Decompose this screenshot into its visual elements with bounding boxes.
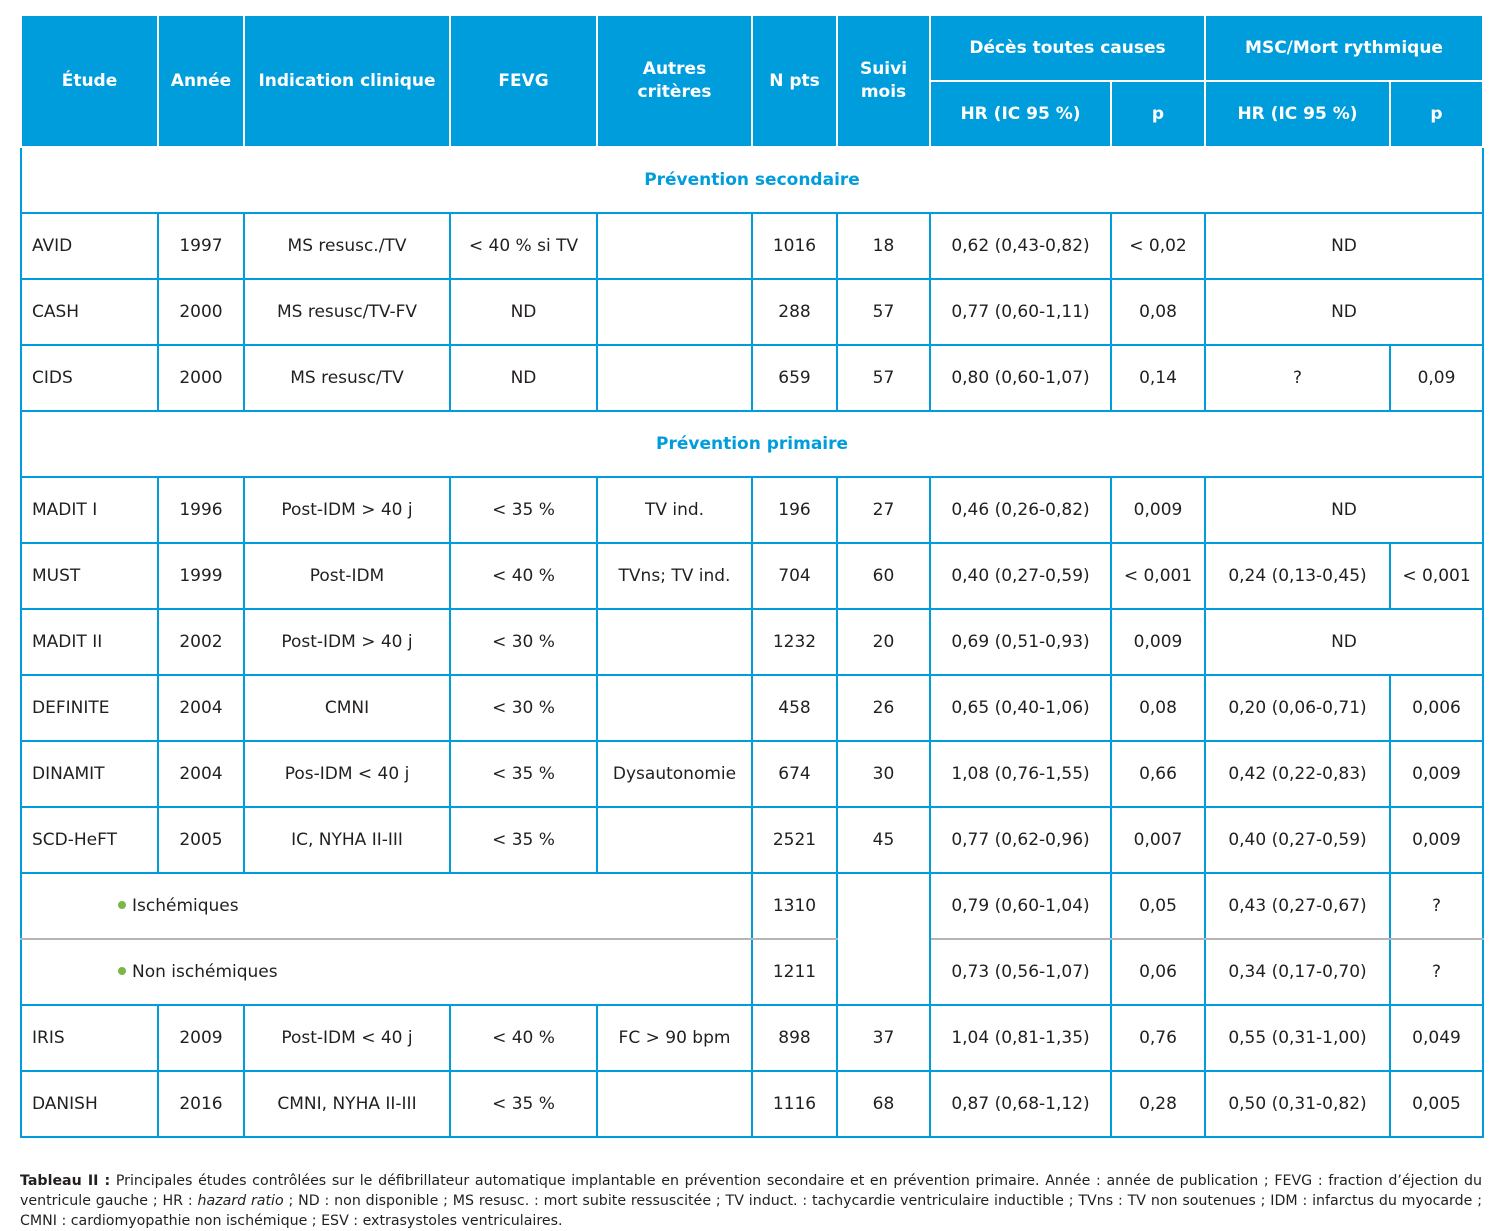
cell-hr-deces: 0,62 (0,43-0,82) — [930, 213, 1111, 279]
cell-fevg: < 35 % — [450, 807, 597, 873]
cell-p-deces: 0,009 — [1111, 609, 1205, 675]
cell-msc-merged: ND — [1205, 477, 1483, 543]
cell-npts: 1310 — [752, 873, 837, 939]
cell-hr-deces: 0,73 (0,56-1,07) — [930, 939, 1111, 1005]
cell-annee: 2000 — [158, 345, 244, 411]
subgroup-label: Ischémiques — [132, 896, 239, 916]
cell-p-msc: 0,009 — [1390, 741, 1483, 807]
cell-hr-deces: 1,08 (0,76-1,55) — [930, 741, 1111, 807]
cell-indication: Post-IDM > 40 j — [244, 609, 450, 675]
cell-annee: 2005 — [158, 807, 244, 873]
trials-table — [20, 14, 1484, 1138]
cell-etude: MUST — [21, 543, 158, 609]
cell-hr-msc: 0,43 (0,27-0,67) — [1205, 873, 1390, 939]
cell-fevg: ND — [450, 345, 597, 411]
cell-p-deces: 0,009 — [1111, 477, 1205, 543]
cell-suivi: 45 — [837, 807, 930, 873]
cell-fevg: < 40 % — [450, 1005, 597, 1071]
cell-etude: CASH — [21, 279, 158, 345]
cell-indication: IC, NYHA II-III — [244, 807, 450, 873]
header-p-deces: p — [1111, 81, 1205, 147]
bullet-icon — [118, 967, 126, 975]
cell-indication: Post-IDM < 40 j — [244, 1005, 450, 1071]
cell-hr-deces: 0,87 (0,68-1,12) — [930, 1071, 1111, 1137]
table-row — [21, 1005, 1483, 1071]
header-autres: Autres critères — [597, 15, 752, 147]
cell-autres — [597, 609, 752, 675]
cell-hr-deces: 1,04 (0,81-1,35) — [930, 1005, 1111, 1071]
cell-suivi: 37 — [837, 1005, 930, 1071]
cell-annee: 2004 — [158, 741, 244, 807]
header-indication: Indication clinique — [244, 15, 450, 147]
section-prevention-secondaire — [21, 147, 1483, 213]
cell-indication: Pos-IDM < 40 j — [244, 741, 450, 807]
cell-p-msc: < 0,001 — [1390, 543, 1483, 609]
cell-annee: 2000 — [158, 279, 244, 345]
cell-hr-deces: 0,46 (0,26-0,82) — [930, 477, 1111, 543]
cell-hr-deces: 0,80 (0,60-1,07) — [930, 345, 1111, 411]
cell-hr-deces: 0,77 (0,62-0,96) — [930, 807, 1111, 873]
cell-msc-merged: ND — [1205, 279, 1483, 345]
cell-autres: TV ind. — [597, 477, 752, 543]
cell-suivi: 60 — [837, 543, 930, 609]
table-row — [21, 543, 1483, 609]
cell-annee: 2004 — [158, 675, 244, 741]
cell-p-deces: 0,007 — [1111, 807, 1205, 873]
cell-fevg: ND — [450, 279, 597, 345]
cell-p-msc: ? — [1390, 939, 1483, 1005]
section-prevention-primaire-title: Prévention primaire — [21, 411, 1483, 477]
cell-msc-merged: ND — [1205, 609, 1483, 675]
cell-etude: SCD-HeFT — [21, 807, 158, 873]
header-suivi-line1: Suivi — [859, 59, 908, 79]
cell-npts: 1232 — [752, 609, 837, 675]
cell-suivi: 18 — [837, 213, 930, 279]
cell-p-msc: 0,049 — [1390, 1005, 1483, 1071]
cell-annee: 1996 — [158, 477, 244, 543]
cell-p-deces: 0,14 — [1111, 345, 1205, 411]
cell-annee: 1999 — [158, 543, 244, 609]
cell-indication: MS resusc./TV — [244, 213, 450, 279]
cell-p-deces: < 0,02 — [1111, 213, 1205, 279]
header-npts: N pts — [752, 15, 837, 147]
cell-annee: 2009 — [158, 1005, 244, 1071]
cell-npts: 674 — [752, 741, 837, 807]
cell-autres — [597, 279, 752, 345]
cell-suivi: 57 — [837, 345, 930, 411]
cell-autres: TVns; TV ind. — [597, 543, 752, 609]
header-fevg: FEVG — [450, 15, 597, 147]
cell-etude: DINAMIT — [21, 741, 158, 807]
table-row — [21, 741, 1483, 807]
cell-npts: 458 — [752, 675, 837, 741]
table-row — [21, 477, 1483, 543]
cell-indication: Post-IDM > 40 j — [244, 477, 450, 543]
cell-p-msc: 0,009 — [1390, 807, 1483, 873]
cell-annee: 2016 — [158, 1071, 244, 1137]
section-prevention-primaire — [21, 411, 1483, 477]
cell-indication: MS resusc/TV-FV — [244, 279, 450, 345]
cell-autres — [597, 675, 752, 741]
cell-etude: MADIT II — [21, 609, 158, 675]
cell-hr-msc: 0,24 (0,13-0,45) — [1205, 543, 1390, 609]
cell-fevg: < 30 % — [450, 609, 597, 675]
cell-etude: DEFINITE — [21, 675, 158, 741]
cell-etude: AVID — [21, 213, 158, 279]
cell-suivi: 30 — [837, 741, 930, 807]
table-row — [21, 609, 1483, 675]
table-row — [21, 213, 1483, 279]
cell-indication: CMNI — [244, 675, 450, 741]
table-caption — [20, 1171, 1482, 1231]
cell-autres: FC > 90 bpm — [597, 1005, 752, 1071]
cell-p-msc: 0,09 — [1390, 345, 1483, 411]
caption-text-1: Principales études contrôlées sur le défibrillateur automatique implantable en prévention secondaire et en prévention primaire. Année : année de publication ; FEVG : fraction d’éjection du ventricule gauche ; HR : — [20, 1173, 1482, 1210]
cell-autres: Dysautonomie — [597, 741, 752, 807]
cell-hr-deces: 0,77 (0,60-1,11) — [930, 279, 1111, 345]
caption-italic: hazard ratio — [197, 1193, 284, 1210]
cell-indication: CMNI, NYHA II-III — [244, 1071, 450, 1137]
cell-hr-deces: 0,40 (0,27-0,59) — [930, 543, 1111, 609]
header-annee: Année — [158, 15, 244, 147]
cell-suivi: 26 — [837, 675, 930, 741]
header-msc: MSC/Mort rythmique — [1205, 15, 1483, 81]
cell-p-msc: 0,005 — [1390, 1071, 1483, 1137]
bullet-icon — [118, 901, 126, 909]
cell-npts: 898 — [752, 1005, 837, 1071]
cell-hr-msc: 0,40 (0,27-0,59) — [1205, 807, 1390, 873]
cell-npts: 704 — [752, 543, 837, 609]
cell-suivi: 57 — [837, 279, 930, 345]
cell-hr-msc: 0,20 (0,06-0,71) — [1205, 675, 1390, 741]
table-row — [21, 675, 1483, 741]
table-row — [21, 1071, 1483, 1137]
header-hr-msc: HR (IC 95 %) — [1205, 81, 1390, 147]
table-header — [21, 15, 1483, 147]
cell-hr-msc: 0,50 (0,31-0,82) — [1205, 1071, 1390, 1137]
cell-hr-deces: 0,79 (0,60-1,04) — [930, 873, 1111, 939]
cell-indication: Post-IDM — [244, 543, 450, 609]
cell-p-deces: 0,05 — [1111, 873, 1205, 939]
cell-subgroup-label — [21, 873, 752, 939]
caption-text-2: ; ND : non disponible ; MS resusc. : mort subite ressuscitée ; TV induct. : tachycardie ventriculaire inductible ; TVns : TV non soutenues ; IDM : infarctus du myocarde ; CMNI : cardiomyopathie non ischémique ; ESV : extrasystoles ventriculaires. — [20, 1193, 1483, 1230]
header-suivi-line2: mois — [860, 82, 907, 102]
cell-annee: 2002 — [158, 609, 244, 675]
cell-npts: 659 — [752, 345, 837, 411]
cell-fevg: < 40 % si TV — [450, 213, 597, 279]
cell-autres — [597, 213, 752, 279]
cell-npts: 1116 — [752, 1071, 837, 1137]
cell-npts: 2521 — [752, 807, 837, 873]
section-prevention-secondaire-title: Prévention secondaire — [21, 147, 1483, 213]
cell-npts: 1211 — [752, 939, 837, 1005]
cell-p-deces: 0,08 — [1111, 279, 1205, 345]
cell-fevg: < 30 % — [450, 675, 597, 741]
table-row — [21, 807, 1483, 873]
cell-etude: IRIS — [21, 1005, 158, 1071]
cell-indication: MS resusc/TV — [244, 345, 450, 411]
cell-suivi: 68 — [837, 1071, 930, 1137]
cell-hr-deces: 0,65 (0,40-1,06) — [930, 675, 1111, 741]
caption-label: Tableau II : — [20, 1173, 111, 1190]
cell-etude: MADIT I — [21, 477, 158, 543]
cell-npts: 1016 — [752, 213, 837, 279]
cell-npts: 288 — [752, 279, 837, 345]
subgroup-row — [21, 873, 1483, 939]
cell-suivi: 27 — [837, 477, 930, 543]
subgroup-label: Non ischémiques — [132, 962, 278, 982]
header-p-msc: p — [1390, 81, 1483, 147]
cell-p-deces: 0,66 — [1111, 741, 1205, 807]
cell-npts: 196 — [752, 477, 837, 543]
table-row — [21, 279, 1483, 345]
cell-hr-msc: 0,42 (0,22-0,83) — [1205, 741, 1390, 807]
cell-annee: 1997 — [158, 213, 244, 279]
cell-hr-msc: 0,55 (0,31-1,00) — [1205, 1005, 1390, 1071]
cell-hr-msc: ? — [1205, 345, 1390, 411]
cell-suivi: 20 — [837, 609, 930, 675]
cell-fevg: < 35 % — [450, 1071, 597, 1137]
cell-fevg: < 35 % — [450, 477, 597, 543]
cell-etude: DANISH — [21, 1071, 158, 1137]
cell-p-deces: 0,76 — [1111, 1005, 1205, 1071]
header-suivi — [837, 15, 930, 147]
cell-fevg: < 35 % — [450, 741, 597, 807]
header-deces: Décès toutes causes — [930, 15, 1205, 81]
cell-p-deces: 0,08 — [1111, 675, 1205, 741]
cell-hr-msc: 0,34 (0,17-0,70) — [1205, 939, 1390, 1005]
cell-p-deces: < 0,001 — [1111, 543, 1205, 609]
cell-subgroup-label — [21, 939, 752, 1005]
cell-fevg: < 40 % — [450, 543, 597, 609]
cell-p-msc: ? — [1390, 873, 1483, 939]
cell-autres — [597, 1071, 752, 1137]
cell-suivi-empty — [837, 873, 930, 1005]
cell-msc-merged: ND — [1205, 213, 1483, 279]
cell-autres — [597, 807, 752, 873]
cell-hr-deces: 0,69 (0,51-0,93) — [930, 609, 1111, 675]
header-hr-deces: HR (IC 95 %) — [930, 81, 1111, 147]
cell-p-msc: 0,006 — [1390, 675, 1483, 741]
cell-p-deces: 0,06 — [1111, 939, 1205, 1005]
cell-autres — [597, 345, 752, 411]
table-body — [21, 147, 1483, 1137]
subgroup-row — [21, 939, 1483, 1005]
header-etude: Étude — [21, 15, 158, 147]
cell-p-deces: 0,28 — [1111, 1071, 1205, 1137]
table-row — [21, 345, 1483, 411]
cell-etude: CIDS — [21, 345, 158, 411]
